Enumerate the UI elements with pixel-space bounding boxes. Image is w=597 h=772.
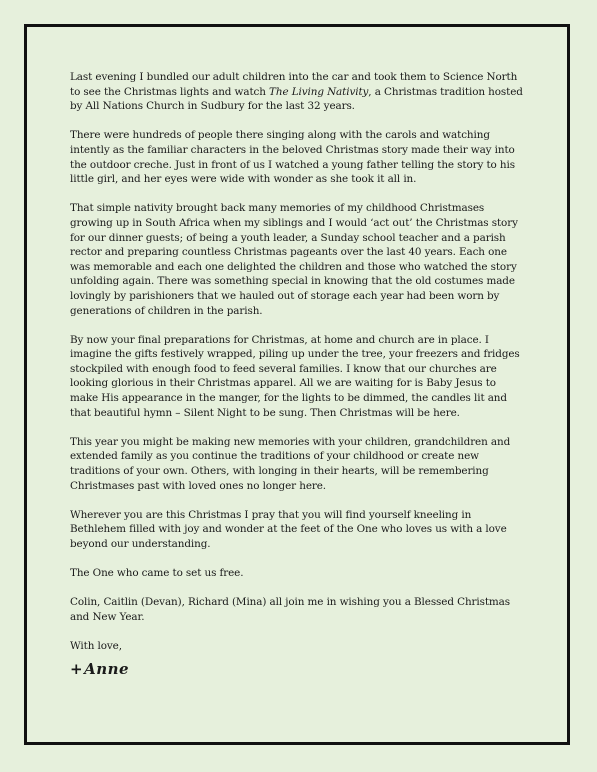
paragraph-2: There were hundreds of people there singing along with the carols and watching intently as the familiar characters in the beloved Christmas story made their way into the outdoor creche. Just in front of us I watched a young father telling the story to his little girl, and her eyes were wide with wonder as she took it all in. [70,129,515,186]
closing-line: With love, [70,640,122,653]
event-title: The Living Nativity [269,85,369,98]
paragraph-1-text-b: , a Christmas tradition hosted by All Nations Church in Sudbury for the last 32 years. [70,85,523,113]
paragraph-8: Colin, Caitlin (Devan), Richard (Mina) all join me in wishing you a Blessed Christmas and New Year. [70,596,511,623]
paragraph-5: This year you might be making new memories with your children, grandchildren and extended family as you continue the traditions of your childhood or create new traditions of your own. Others, with longing in their hearts, will be remembering Christmases past with loved ones no longer here. [70,435,511,492]
cross-icon: + [70,660,84,679]
paragraph-1 [70,70,524,114]
signature [70,662,524,677]
paragraph-6: Wherever you are this Christmas I pray that you will find yourself kneeling in Bethlehem filled with joy and wonder at the feet of the One who loves us with a love beyond our understanding. [70,508,507,550]
paragraph-4: By now your final preparations for Christmas, at home and church are in place. I imagine the gifts festively wrapped, piling up under the tree, your freezers and fridges stockpiled with enough food to feed several families. I know that our churches are looking glorious in their Christmas apparel. All we are waiting for is Baby Jesus to make His appearance in the manger, for the lights to be dimmed, the candles lit and that beautiful hymn – Silent Night to be sung. Then Christmas will be here. [70,333,520,419]
paragraph-7: The One who came to set us free. [70,567,244,580]
paragraph-3: That simple nativity brought back many memories of my childhood Christmases growing up in South Africa when my siblings and I would ‘act out’ the Christmas story for our dinner guests; of being a youth leader, a Sunday school teacher and a parish rector and preparing countless Christmas pageants over the last 40 years. Each one was memorable and each one delighted the children and those who watched the story unfolding again. There was something special in knowing that the old costumes made lovingly by parishioners that we hauled out of storage each year had been worn by generations of children in the parish. [70,202,518,317]
signature-name: Anne [84,660,130,679]
letter-body [70,70,524,677]
paragraph-1-text-a: Last evening I bundled our adult children into the car and took them to Science North to see the Christmas lights and watch [70,71,518,98]
